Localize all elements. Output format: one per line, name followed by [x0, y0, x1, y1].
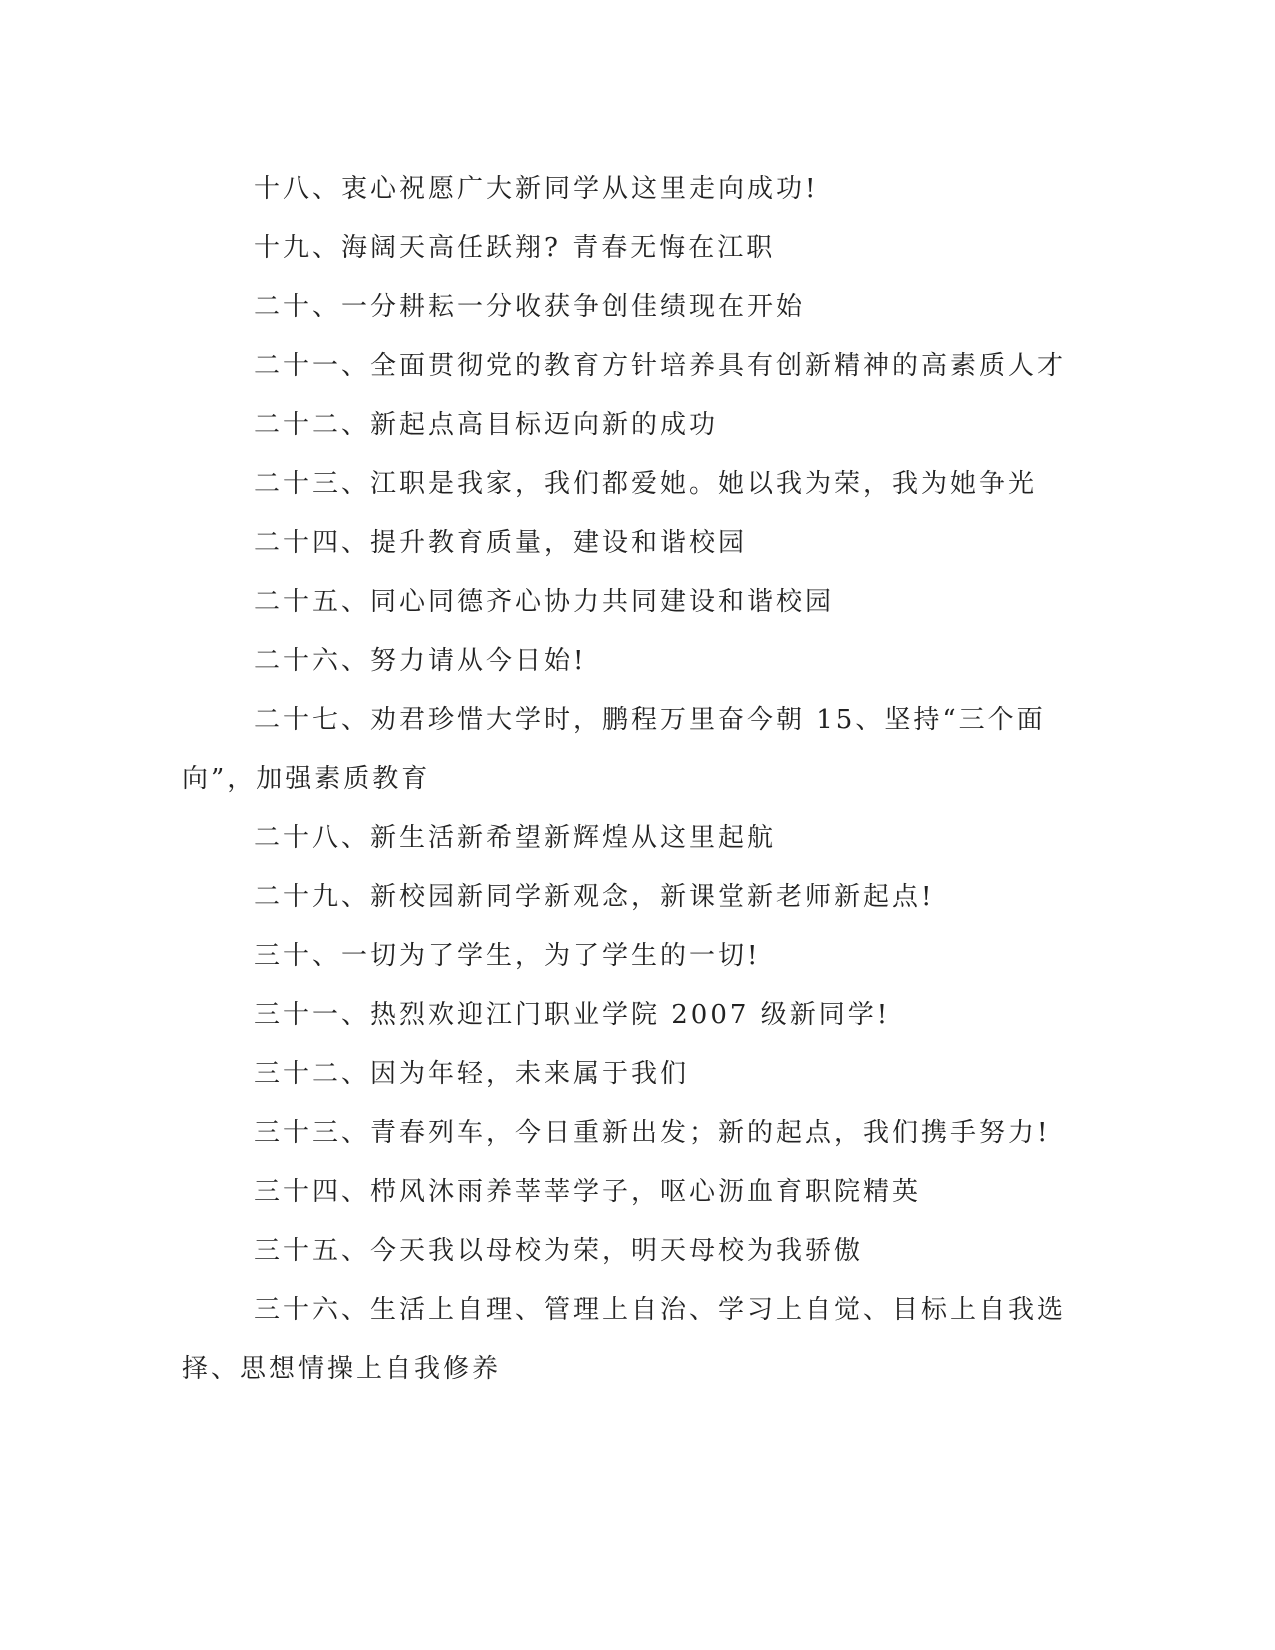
paragraph-32: 三十二、因为年轻，未来属于我们: [254, 1059, 690, 1089]
paragraph-35: 三十五、今天我以母校为荣，明天母校为我骄傲: [254, 1236, 864, 1266]
paragraph-26: 二十六、努力请从今日始!: [254, 646, 587, 676]
paragraph-34: 三十四、栉风沐雨养莘莘学子，呕心沥血育职院精英: [254, 1177, 922, 1207]
paragraph-30: 三十、一切为了学生，为了学生的一切!: [254, 941, 761, 971]
paragraph-22: 二十二、新起点高目标迈向新的成功: [254, 410, 719, 440]
paragraph-19: 十九、海阔天高任跃翔? 青春无悔在江职: [254, 233, 776, 263]
paragraph-18: 十八、衷心祝愿广大新同学从这里走向成功!: [254, 174, 819, 204]
paragraph-33: 三十三、青春列车，今日重新出发；新的起点，我们携手努力!: [254, 1118, 1051, 1148]
paragraph-28: 二十八、新生活新希望新辉煌从这里起航: [254, 823, 777, 853]
paragraph-21: 二十一、全面贯彻党的教育方针培养具有创新精神的高素质人才: [254, 351, 1067, 381]
paragraph-36: 三十六、生活上自理、管理上自治、学习上自觉、目标上自我选择、思想情操上自我修养: [182, 1295, 1067, 1384]
paragraph-25: 二十五、同心同德齐心协力共同建设和谐校园: [254, 587, 835, 617]
document-body: [182, 160, 1067, 1399]
paragraph-24: 二十四、提升教育质量，建设和谐校园: [254, 528, 748, 558]
paragraph-27: 二十七、劝君珍惜大学时，鹏程万里奋今朝 15、坚持“三个面向”，加强素质教育: [182, 705, 1046, 794]
paragraph-29: 二十九、新校园新同学新观念，新课堂新老师新起点!: [254, 882, 935, 912]
paragraph-31: 三十一、热烈欢迎江门职业学院 2007 级新同学!: [254, 1000, 891, 1030]
paragraph-20: 二十、一分耕耘一分收获争创佳绩现在开始: [254, 292, 806, 322]
paragraph-23: 二十三、江职是我家，我们都爱她。她以我为荣，我为她争光: [254, 469, 1038, 499]
